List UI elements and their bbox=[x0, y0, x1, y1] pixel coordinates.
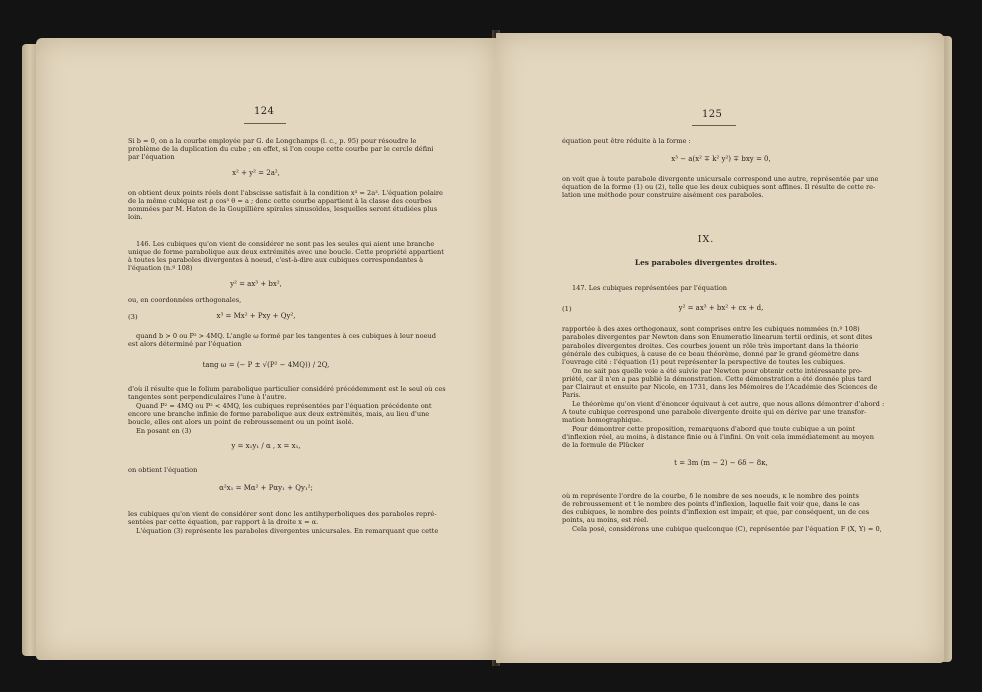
equation: x³ − a(x² ∓ k² y²) ∓ bxy = 0, bbox=[671, 155, 771, 163]
paragraph-line: unique de forme parabolique aux deux extrémités avec une boucle. Cette propriété appartient bbox=[128, 248, 444, 256]
paragraph-line: lation une méthode pour construire aisément ces paraboles. bbox=[562, 191, 764, 199]
paragraph-line: Quand P² = 4MQ ou P² < 4MQ, les cubiques représentées par l'équation précédente ont bbox=[136, 402, 432, 410]
paragraph-line: L'équation (3) représente les paraboles divergentes unicursales. En remarquant que cette bbox=[136, 527, 439, 535]
paragraph-line: est alors déterminé par l'équation bbox=[128, 340, 242, 348]
page-number-rule bbox=[244, 123, 286, 124]
paragraph-line: Le théorème qu'on vient d'énoncer équivaut à cet autre, que nous allons démontrer d'abord : bbox=[572, 400, 885, 408]
equation: tang ω = (− P ± √(P² − 4MQ)) / 2Q, bbox=[202, 361, 330, 369]
section-number: IX. bbox=[697, 234, 715, 245]
paragraph-line: par l'équation bbox=[128, 153, 175, 161]
paragraph-line: où m représente l'ordre de la courbe, δ le nombre de ses noeuds, κ le nombre des points bbox=[562, 492, 859, 500]
equation-label: (3) bbox=[128, 313, 138, 321]
right-page bbox=[496, 33, 944, 663]
equation: y² = ax³ + bx² + cx + d, bbox=[678, 304, 764, 312]
paragraph-line: encore une branche infinie de forme parabolique aux deux extrémités, mais, au lieu d'une bbox=[128, 410, 430, 418]
paragraph-line: d'inflexion réel, au moins, à distance finie ou à l'infini. On voit cela immédiatement au moyen bbox=[562, 433, 874, 441]
paragraph-line: 147. Les cubiques représentées par l'équation bbox=[572, 284, 728, 292]
right-page-text bbox=[496, 33, 944, 663]
paragraph-line: on obtient deux points réels dont l'abscisse satisfait à la condition x³ = 2a³. L'équation polaire bbox=[128, 189, 443, 197]
paragraph-line: quand b > 0 ou P² > 4MQ. L'angle ω formé par les tangentes à ces cubiques à leur noeud bbox=[136, 332, 436, 340]
paragraph-line: l'équation (n.º 108) bbox=[128, 264, 193, 272]
paragraph-line: de la formule de Plücker bbox=[562, 441, 645, 449]
equation: y² = ax³ + bx², bbox=[230, 280, 282, 288]
paragraph-line: équation peut être réduite à la forme : bbox=[562, 137, 691, 145]
paragraph-line: Pour démontrer cette proposition, remarquons d'abord que toute cubique a un point bbox=[572, 425, 855, 433]
paragraph-line: sentées par cette équation, par rapport à la droite x = α. bbox=[128, 518, 319, 526]
paragraph-line: de la même cubique est ρ cos³ θ = a ; donc cette courbe appartient à la classe des courbes bbox=[128, 197, 432, 205]
paragraph-line: Si b = 0, on a la courbe employée par G. de Longchamps (l. c., p. 95) pour résoudre le bbox=[128, 137, 417, 145]
paragraph-line: tangentes sont perpendiculaires l'une à l'autre. bbox=[128, 393, 287, 401]
paragraph-line: Paris. bbox=[562, 391, 581, 399]
equation-label: (1) bbox=[562, 305, 572, 313]
paragraph-line: d'où il résulte que le folium parabolique particulier considéré précédemment est le seul où ces bbox=[128, 385, 446, 393]
paragraph-line: paraboles divergentes par Newton dans son Enumeratio linearum tertii ordinis, et sont dites bbox=[562, 333, 873, 341]
equation: t = 3m (m − 2) − 6δ − 8κ, bbox=[674, 459, 768, 467]
paragraph-line: A toute cubique correspond une parabole divergente droite qui en dérive par une transfor- bbox=[562, 408, 867, 416]
paragraph-line: mation homographique. bbox=[562, 416, 643, 424]
page-number-rule bbox=[692, 125, 736, 126]
paragraph-line: par Clairaut et ensuite par Nicole, en 1731, dans les Mémoires de l'Académie des Sciences de bbox=[562, 383, 878, 391]
paragraph-line: l'ouvrage cité : l'équation (1) peut représenter la perspective de toutes les cubiques. bbox=[562, 358, 846, 366]
paragraph-line: paraboles divergentes droites. Ces courbes jouent un rôle très important dans la théorie bbox=[562, 342, 859, 350]
paragraph-line: des cubiques, le nombre des points d'inflexion est impair, et que, par conséquent, un de ces bbox=[562, 508, 870, 516]
paragraph-line: 146. Les cubiques qu'on vient de considérer ne sont pas les seules qui aient une branche bbox=[136, 240, 435, 248]
paragraph-line: nommées par M. Haton de la Goupillière spirales sinusoïdes, lesquelles seront étudiées plus bbox=[128, 205, 438, 213]
left-page-text bbox=[36, 38, 496, 660]
paragraph-line: les cubiques qu'on vient de considérer sont donc les antihyperboliques des paraboles repré- bbox=[128, 510, 437, 518]
paragraph-line: En posant en (3) bbox=[136, 427, 192, 435]
paragraph-line: générale des cubiques, à cause de ce beau théorème, donné par le grand géomètre dans bbox=[562, 350, 859, 358]
paragraph-line: de rebroussement et t le nombre des points d'inflexion, laquelle fait voir que, dans le cas bbox=[562, 500, 860, 508]
paragraph-line: on obtient l'équation bbox=[128, 466, 198, 474]
paragraph-line: priété, car il n'en a pas publié la démonstration. Cette démonstration a été donnée plus tard bbox=[562, 375, 872, 383]
paragraph-line: ou, en coordonnées orthogonales, bbox=[128, 296, 242, 304]
page-number: 124 bbox=[254, 106, 275, 117]
paragraph-line: problème de la duplication du cube ; en effet, si l'on coupe cette courbe par le cercle défini bbox=[128, 145, 434, 153]
paragraph-line: à toutes les paraboles divergentes à noeud, c'est-à-dire aux cubiques correspondantes à bbox=[128, 256, 424, 264]
section-title: Les paraboles divergentes droites. bbox=[634, 258, 778, 267]
paragraph-line: points, au moins, est réel. bbox=[562, 516, 649, 524]
paragraph-line: rapportée à des axes orthogonaux, sont comprises entre les cubiques nommées (n.º 108) bbox=[562, 325, 860, 333]
paragraph-line: on voit que à toute parabole divergente unicursale correspond une autre, représentée par une bbox=[562, 175, 879, 183]
paragraph-line: boucle, elles ont alors un point de rebroussement ou un point isolé. bbox=[128, 418, 354, 426]
page-number: 125 bbox=[702, 109, 723, 120]
paragraph-line: équation de la forme (1) ou (2), telle que les deux cubiques sont affines. Il résulte de cette re- bbox=[562, 183, 876, 191]
equation: y = x₁y₁ / α , x = x₁, bbox=[231, 442, 301, 450]
paragraph-line: Cela posé, considérons une cubique quelconque (C), représentée par l'équation F (X, Y) = 0, bbox=[572, 525, 882, 533]
left-page bbox=[36, 38, 496, 660]
paragraph-line: loin. bbox=[128, 213, 143, 221]
equation: x³ = Mx² + Pxy + Qy², bbox=[216, 312, 296, 320]
paragraph-line: On ne sait pas quelle voie a été suivie par Newton pour obtenir cette intéressante pro- bbox=[572, 367, 863, 375]
equation: α²x₁ = Mα² + Pαy₁ + Qy₁²; bbox=[219, 484, 313, 492]
equation: x² + y² = 2a², bbox=[232, 169, 280, 177]
